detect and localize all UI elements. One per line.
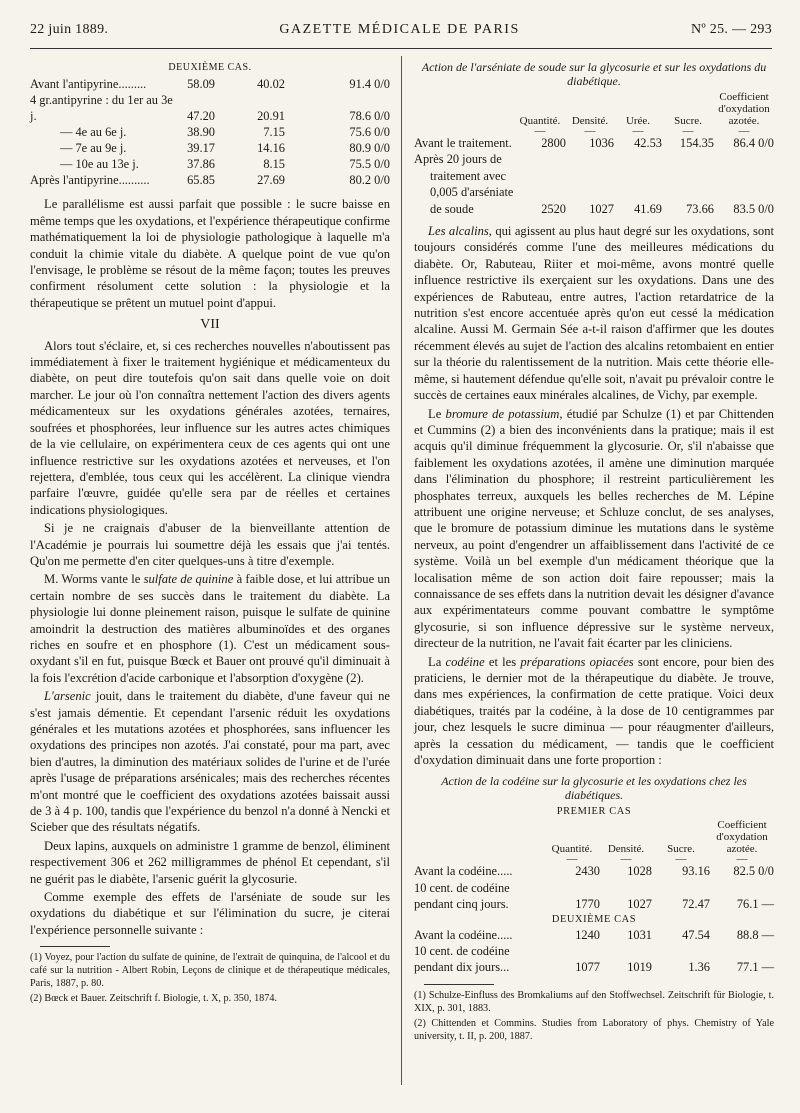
table-row: Avant l'antipyrine......... 58.09 40.02 91.4 0/0 bbox=[30, 77, 390, 92]
paragraph: M. Worms vante le sulfate de quinine à faible dose, et lui attribue un certain nombre de ses succès dans le traitement du diabète. La physiologie lui donne pleinement raison, puisque le sulfate de quinine amoindrit la destruction des matières albuminoïdes et des organes riches en soufre et en phosphore (1). C'est un médicament sous-oxydant s'il en fut, puisque Bœck et Bauer ont prouvé qu'il diminuait à la fois l'excrétion d'acide carbonique et l'absorption d'oxygène (2). bbox=[30, 572, 390, 685]
codeine-table: Quantité. Densité. Sucre. Coefficient d'oxydation azotée. — — — — Avant la codéine..... 2430 1028 93.16 82.5 0/0 10 cent. de codéine pendant cinq jours. 1770 1027 72.47 76.1 — DEUXIÈME CAS Avant la codéine..... 1240 1031 47.54 88.8 — 10 cent. de codéine pendant dix jours... 1077 1019 1.36 77.1 — bbox=[414, 819, 774, 975]
table-row: — 7e au 9e j. 39.17 14.16 80.9 0/0 bbox=[60, 141, 390, 156]
table-row: — 4e au 6e j. 38.90 7.15 75.6 0/0 bbox=[60, 125, 390, 140]
case-heading: DEUXIÈME CAS bbox=[551, 913, 637, 925]
table-row: 10 cent. de codéine pendant cinq jours. 1770 1027 72.47 76.1 — bbox=[414, 880, 774, 912]
table-row: 4 gr.antipyrine : du 1er au 3e j. 47.20 20.91 78.6 0/0 bbox=[30, 93, 390, 124]
antipyrine-table bbox=[30, 76, 390, 188]
page-number: Nº 25. — 293 bbox=[690, 22, 772, 37]
arseniate-table: Quantité. Densité. Urée. Sucre. Coefficient d'oxydation azotée. — — — — — Avant le traitement. 2800 1036 42.53 154.35 86.4 0/0 Après 20 jours de traitement avec 0,005 d'arséniate de soude 2520 1027 41.69 73.66 83.5 0/0 bbox=[414, 91, 774, 216]
paragraph: L'arsenic jouit, dans le traitement du diabète, d'une faveur qui ne s'est jamais démentie. Et cependant l'arsenic réduit les oxydations générales et les mutations azotées et phosphorées, sans influencer les oxydations des principes non azotés. J'ai constaté, pour ma part, avec bien d'autres, la diminution des matériaux solides de l'urine et de l'urée après l'usage de préparations arsénicales; mais des recherches récentes m'ont montré que le coefficient des oxydations azotées baissait aussi de 3 à 4 p. 100, tandis que l'expérience du benzol n'a donné à Nencki et Scieber que des résultats négatifs. bbox=[30, 689, 390, 835]
case-heading: PREMIER CAS bbox=[556, 806, 632, 818]
paragraph: Comme exemple des effets de l'arséniate de soude sur les oxydations du diabétique et sur l'élimination du sucre, je citerai l'expérience personnelle suivante : bbox=[30, 890, 390, 937]
table3-caption: Action de la codéine sur la glycosurie et les oxydations chez les diabétiques. bbox=[441, 774, 747, 803]
issue-date: 22 juin 1889. bbox=[30, 22, 109, 37]
left-column bbox=[30, 60, 390, 1007]
footnote-rule bbox=[40, 946, 110, 947]
paragraph: La codéine et les préparations opiacées sont encore, pour bien des praticiens, le dernier mot de la thérapeutique du diabète. Je trouve, dans mes expériences, la confirmation de cette pratique. Voici deux diabétiques, traités par la codéine, à la dose de 10 centigrammes par jour, chez lesquels le sucre diminua — pour réaugmenter d'ailleurs, après la cessation du médicament, — tandis que le coefficient d'oxydation diminuait dans une forte proportion : bbox=[414, 654, 775, 768]
paragraph: Si je ne craignais d'abuser de la bienveillante attention de l'Académie je pourrais lui soumettre déjà les essais que j'ai tentés. Qu'on me permette d'en citer quelques-uns à titre d'exemple. bbox=[30, 521, 390, 568]
paragraph: Le parallélisme est aussi parfait que possible : le sucre baisse en même temps que les oxydations, et l'expérience thérapeutique confirme mathématiquement la loi de physiologie pathologique à laquelle m'a conduit la chimie vitale du diabète. A quelque point de vue qu'on l'envisage, le problème se résout de la même façon; toutes les preuves confirment résolument cette solution : la physiologie et la thérapeutique se prêtent un mutuel point d'appui. bbox=[30, 197, 391, 310]
footnote: (1) Voyez, pour l'action du sulfate de quinine, de l'extrait de quinquina, de l'alcool et du café sur la nutrition - Albert Robin, Leçons de clinique et de thérapeutique médicales, Paris, 1887, p. 80. bbox=[30, 952, 390, 990]
right-column bbox=[414, 60, 774, 1045]
paragraph: Alors tout s'éclaire, et, si ces recherches nouvelles n'aboutissent pas immédiatement à fixer le traitement hygiénique et médicamenteux du diabète, on peut dire toutefois qu'on sait dans quelle voie on doit marcher. Le jour où l'on connaîtra nettement l'action des divers agents médicamenteux sur les oxydations générales azotées, ternaires, soufrées et phosphorées, leur influence sur les autres actes chimiques de la vie cellulaire, on expérimentera ceux de ces agents qui ont une influence restrictive sur les oxydations azotées et nerveuses, et l'on rejettera, d'emblée, tous ceux qui les accélèrent. La clinique viendra parfaire l'œuvre, guidée qu'elle sera par de réelles et certaines indications physiologiques. bbox=[30, 338, 390, 517]
table-row: Avant le traitement. 2800 1036 42.53 154.35 86.4 0/0 bbox=[414, 136, 774, 150]
header-rule bbox=[30, 48, 772, 49]
table-row: Avant la codéine..... 2430 1028 93.16 82.5 0/0 bbox=[414, 864, 774, 879]
footnote: (1) Schulze-Einfluss des Bromkaliums auf den Stoffwechsel. Zeitschrift für Biologie, t. XIX, p. 301, 1883. bbox=[414, 989, 774, 1014]
footnote: (2) Bœck et Bauer. Zeitschrift f. Biologie, t. X, p. 350, 1874. bbox=[30, 993, 278, 1005]
paragraph: Les alcalins, qui agissent au plus haut degré sur les oxydations, sont toujours considérés comme l'une des meilleures médications du diabète. Or, Rabuteau, Riiter et moi-même, avons montré quelle influence restrictive ils exerçaient sur les oxydations. Dans une des expériences de Rabuteau, entre autres, l'action retardatrice de la nutrition s'est encore accentuée après qu'on eut cessé la médication alcaline. Aussi M. Germain Sée a-t-il raison d'affirmer que les doutes récemment élevés au sujet de l'action des alcalins retombaient en entier sur la théorie du ralentissement de la nutrition. Mais cette théorie elle-même, si hautement défendue qu'elle soit, n'avait pu prévaloir contre le succès de certaines eaux minérales alcalines, de Vichy, par exemple. bbox=[414, 224, 774, 403]
table-row: 10 cent. de codéine pendant dix jours... 1077 1019 1.36 77.1 — bbox=[414, 944, 774, 975]
journal-title: GAZETTE MÉDICALE DE PARIS bbox=[279, 22, 520, 37]
table-row: Après 20 jours de traitement avec 0,005 d'arséniate de soude 2520 1027 41.69 73.66 83.5 0/0 bbox=[414, 152, 774, 216]
column-divider bbox=[401, 56, 402, 1085]
table2-caption: Action de l'arséniate de soude sur la glycosurie et sur les oxydations du diabétique. bbox=[421, 60, 767, 88]
table-row: — 10e au 13e j. 37.86 8.15 75.5 0/0 bbox=[60, 157, 390, 172]
footnote: (2) Chittenden et Commins. Studies from Laboratory of phys. Chemistry of Yale university, t. II, p. 200, 1887. bbox=[414, 1017, 774, 1042]
table-row: Avant la codéine..... 1240 1031 47.54 88.8 — bbox=[414, 927, 774, 942]
footnote-rule bbox=[424, 984, 494, 985]
table1-title: DEUXIÈME CAS. bbox=[168, 62, 252, 73]
page-header bbox=[30, 22, 772, 44]
paragraph: Le bromure de potassium, étudié par Schulze (1) et par Chittenden et Cummins (2) a bien des inconvénients dans la pratique; mais il est acquis qu'il diminue fréquemment la glycosurie. Or, s'il n'abaisse que faiblement les oxydations azotées, il amène une diminution marquée dans l'élimination du phosphore; il restreint particulièrement les phosphates terreux, auxquels les belles recherches de M. Lépine attribuent une origine nerveuse; et Schluze conclut, de ses analyses, que le bromure de potassium diminue les mutations dans le système nerveux, au point d'engendrer un affaiblissement dans l'activité de ce système. Voilà un bel exemple d'un médicament théorique que la localisation même de son action doit faire repousser; mais la connaissance de ses effets dans la nutrition devait les désigner d'avance aux expérimentateurs comme pouvant combattre le symptôme glycosurie, si son influence dépressive sur le système nerveux, directeur de la nutrition, ne l'avait fait écarter par les cliniciens. bbox=[414, 406, 774, 651]
section-heading: VII bbox=[200, 317, 220, 333]
table-row: Après l'antipyrine.......... 65.85 27.69 80.2 0/0 bbox=[30, 173, 390, 188]
paragraph: Deux lapins, auxquels on administre 1 gramme de benzol, éliminent respectivement 306 et 262 milligrammes de phénol Et cependant, s'il ne guérit pas le diabète, l'arsenic guérit la glycosurie. bbox=[30, 838, 390, 886]
